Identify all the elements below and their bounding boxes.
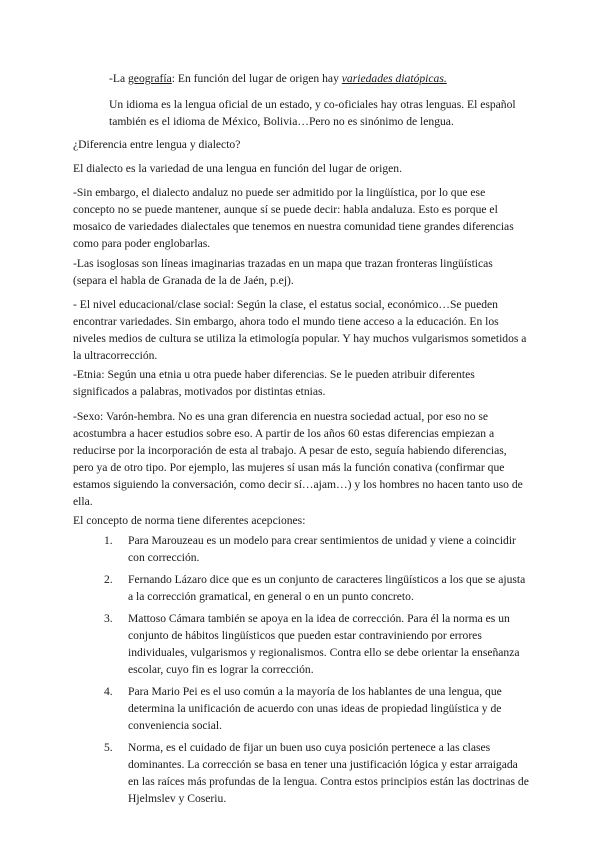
norma-list <box>73 532 529 812</box>
paragraph-etnia: -Etnia: Según una etnia u otra puede haber diferencias. Se le pueden atribuir diferentes significados a palabras, motivados por distintas etnias. <box>73 368 475 398</box>
list-number: 3. <box>104 612 113 625</box>
paragraph-dialecto: El dialecto es la variedad de una lengua en función del lugar de origen. <box>73 162 403 175</box>
geografia-link[interactable]: geografía <box>128 72 172 85</box>
list-number: 4. <box>104 685 113 698</box>
variedades-diatopicas-link[interactable]: variedades diatópicas. <box>341 72 447 85</box>
paragraph-norma: El concepto de norma tiene diferentes acepciones: <box>73 514 306 527</box>
list-number: 1. <box>104 534 113 547</box>
paragraph-isoglosas: -Las isoglosas son líneas imaginarias trazadas en un mapa que trazan fronteras lingüísticas (separa el habla de Granada de la de Jaén, p.ej). <box>73 257 493 287</box>
paragraph-geografia <box>109 70 529 87</box>
list-item-text: Fernando Lázaro dice que es un conjunto de caracteres lingüísticos a los que se ajusta a la corrección gramatical, en general o en un punto concreto. <box>128 573 526 603</box>
prefix-text: -La <box>109 72 128 85</box>
list-item <box>73 571 529 605</box>
paragraph-idioma: Un idioma es la lengua oficial de un estado, y co-oficiales hay otras lenguas. El español también es el idioma de México, Bolivia…Pero no es sinónimo de lengua. <box>109 98 516 128</box>
list-item-text: Mattoso Cámara también se apoya en la idea de corrección. Para él la norma es un conjunto de hábitos lingüísticos que pueden estar contraviniendo por errores individuales, vulgarismos y regionalismos. Contra ello se debe orientar la enseñanza escolar, cuyo fin es lograr la corrección. <box>128 612 520 676</box>
list-item <box>73 739 529 807</box>
list-item <box>73 610 529 678</box>
list-item-text: Para Marouzeau es un modelo para crear sentimientos de unidad y viene a coincidir con corrección. <box>128 534 516 564</box>
middle-text: : En función del lugar de origen hay <box>171 72 342 85</box>
paragraph-sexo: -Sexo: Varón-hembra. No es una gran diferencia en nuestra sociedad actual, por eso no se acostumbra a hacer estudios sobre eso. A partir de los años 60 estas diferencias empiezan a reducirse por la incorporación de esta al trabajo. A pesar de esto, seguía habiendo diferencias, pero ya de otro tipo. Por ejemplo, las mujeres sí usan más la función conativa (confirmar que estamos siguiendo la conversación, como decir sí…ajam…) y los hombres no hacen tanto uso de ella. <box>73 410 523 508</box>
list-number: 2. <box>104 573 113 586</box>
list-item-text: Para Mario Pei es el uso común a la mayoría de los hablantes de una lengua, que determina la unificación de acuerdo con unas ideas de propiedad lingüística y de conveniencia social. <box>128 685 502 732</box>
list-item-text: Norma, es el cuidado de fijar un buen uso cuya posición pertenece a las clases dominantes. La corrección se basa en tener una justificación lógica y estar arraigada en las raíces más profundas de la lengua. Contra estos principios están las doctrinas de Hjelmslev y Coseriu. <box>128 741 529 805</box>
paragraph-nivel-educacional: - El nivel educacional/clase social: Según la clase, el estatus social, económico…Se pueden encontrar variedades. Sin embargo, ahora todo el mundo tiene acceso a la educación. En los niveles medios de cultura se utiliza la etimología popular. Y hay muchos vulgarismos sometidos a la ultracorrección. <box>73 298 527 362</box>
list-number: 5. <box>104 741 113 754</box>
paragraph-andaluz: -Sin embargo, el dialecto andaluz no puede ser admitido por la lingüística, por lo que ese concepto no se puede mantener, aunque sí se puede decir: habla andaluza. Esto es porque el mosaico de variedades dialectales que tenemos en nuestra comunidad tiene grandes diferencias como para poder englobarlas. <box>73 186 514 250</box>
list-item <box>73 532 529 566</box>
question-heading: ¿Diferencia entre lengua y dialecto? <box>73 138 241 151</box>
list-item <box>73 683 529 734</box>
